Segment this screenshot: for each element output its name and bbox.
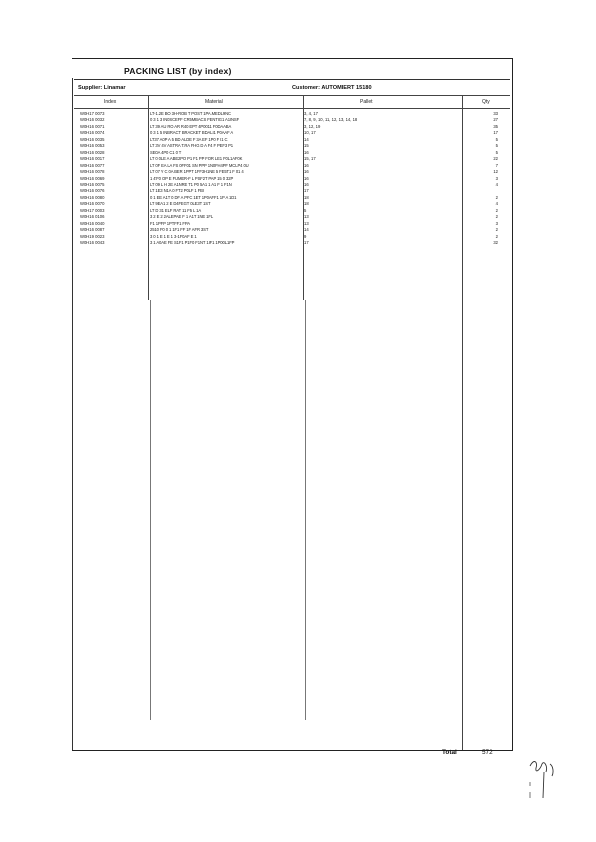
row-material: 3 1 A0AE FE S1F1 P1F0 F1NT 1IF1 1P00L1FP	[150, 240, 235, 245]
row-material: LT 39 AU RO AR R40 EPT 4P0011 F0DAABA	[150, 123, 232, 129]
row-pallet: 16	[304, 169, 309, 175]
row-qty: 12	[493, 169, 498, 175]
row-pallet: 14	[304, 136, 309, 142]
customer-label: Customer: AUTOMIERT 15180	[292, 85, 372, 91]
row-index: W0H16 0043	[80, 240, 105, 245]
row-material: LT37 A0P A 5 BD ALDE F 3A EF 1P0 F I1 C	[150, 136, 228, 142]
row-qty: 2	[495, 207, 498, 213]
row-index: W0H16 0017	[80, 156, 105, 162]
row-index: W0H16 0028	[80, 149, 105, 155]
row-material: LT 07 Y C 0A BER 1PPT 1FF3H1NE 5 FE5T1 F 01 4	[150, 169, 244, 175]
row-index: W0H16 0076	[80, 188, 105, 194]
row-material: F1 1PFP 1PTFF1 FPA	[150, 220, 190, 226]
row-index: W0H16 0087	[80, 227, 105, 233]
row-material: 2510 F0 0 1 1F1 FF 1F AFR 3ST	[150, 227, 209, 233]
row-material: 1 4'F0 OP E FUMER-F L PSF2T PAP 15 0 32P	[150, 175, 234, 181]
table-row	[74, 169, 510, 175]
row-qty: 22	[493, 156, 498, 162]
row-qty: 2	[495, 227, 498, 233]
row-pallet: 13	[304, 214, 309, 220]
table-row	[74, 143, 510, 149]
column-divider-faint-2	[305, 300, 306, 720]
row-qty: 2	[495, 214, 498, 220]
column-divider-faint	[150, 300, 151, 720]
row-pallet: 10, 17	[304, 130, 316, 136]
row-pallet: 5	[304, 207, 307, 213]
row-pallet: 16	[304, 181, 309, 187]
row-pallet: 3, 12, 19	[304, 123, 321, 129]
row-index: W0H16 0035	[80, 136, 105, 142]
row-qty: 5	[495, 143, 498, 149]
row-qty: 33	[493, 111, 498, 116]
row-qty: 17	[493, 130, 498, 136]
row-material: SE0A 4P0 C1 0 T	[150, 149, 182, 155]
total-value: 572	[482, 749, 493, 756]
table-row	[74, 195, 510, 201]
row-qty: 27	[493, 117, 498, 123]
row-pallet: 7, 8, 9, 10, 11, 12, 13, 14, 18	[304, 117, 358, 123]
row-material: LT 3V 4V ASTRA T.RA FHG D A F4 F PEF3 P1	[150, 143, 234, 149]
row-material: 0 1 EE A1T 0 DF A PFC 1ET 1P0AFF1 1P A 1D1	[150, 194, 237, 200]
row-pallet: 14	[304, 227, 309, 233]
handwritten-signature	[526, 752, 560, 802]
row-index: W0H16 0075	[80, 181, 105, 187]
table-row	[74, 208, 510, 214]
table-row	[74, 234, 510, 240]
row-pallet: 18	[304, 194, 309, 200]
row-material: LT 9EA1 2 E D4FEGT 0LE3T 1ST	[150, 201, 211, 207]
row-qty: 3	[495, 220, 498, 226]
row-qty: 4	[495, 181, 498, 187]
row-pallet: 17	[304, 240, 309, 245]
table-row	[74, 214, 510, 220]
row-index: W0H16 0070	[80, 201, 105, 207]
row-qty: 2	[495, 194, 498, 200]
total-label: Total	[442, 749, 457, 756]
row-index: W0H16 0106	[80, 214, 105, 220]
table-row	[74, 176, 510, 182]
table-row	[74, 156, 510, 162]
table-row	[74, 124, 510, 130]
table-row	[74, 240, 510, 246]
table-row	[74, 221, 510, 227]
row-pallet: 15	[304, 143, 309, 149]
table-row	[74, 130, 510, 136]
row-material: 0 3 1 3 IN0SCEFF CR5MBACS FENTIG1 A1INSF	[150, 117, 240, 123]
header-index: Index	[104, 99, 117, 105]
table-row	[74, 150, 510, 156]
row-qty: 5	[495, 136, 498, 142]
table-row	[74, 227, 510, 233]
row-pallet: 16	[304, 149, 309, 155]
table-row	[74, 201, 510, 207]
row-material: LT 1E3 N1A 0 FT2 P0LF 1 FBI	[150, 188, 204, 194]
table-row	[74, 163, 510, 169]
header-top-rule	[74, 95, 510, 96]
table-row	[74, 111, 510, 117]
table-row	[74, 137, 510, 143]
row-index: W0H17 0073	[80, 111, 105, 116]
row-index: W0H16 0074	[80, 130, 105, 136]
row-index: W0H16 0077	[80, 162, 105, 168]
row-qty: 2	[495, 233, 498, 239]
row-pallet: 17	[304, 188, 309, 194]
row-qty: 32	[493, 240, 498, 245]
row-material: LT D 31 ELF RAT 11 F5 L 1A	[150, 207, 202, 213]
title-divider	[74, 79, 510, 80]
header-qty: Qty	[482, 99, 490, 105]
row-pallet: 18	[304, 201, 309, 207]
row-pallet: 16	[304, 162, 309, 168]
left-border	[72, 78, 73, 750]
row-index: W0H16 0069	[80, 175, 105, 181]
table-row	[74, 117, 510, 123]
header-material: Material	[205, 99, 223, 105]
row-qty: 5	[495, 149, 498, 155]
row-index: W0H16 0080	[80, 194, 105, 200]
row-pallet: 9	[304, 233, 307, 239]
row-index: W0H16 0032	[80, 117, 105, 123]
row-index: W0H16 0040	[80, 220, 105, 226]
row-material: 3 0 1 E 1 E 1 3-1F0AF E 1	[150, 233, 197, 239]
row-material: 0 3 1 5 INBRACT BRACKET BDALI1 P0AAF A	[150, 130, 234, 136]
row-qty: 3	[495, 175, 498, 181]
row-material: LT 0F EA LA FS 0FF01 SN PPP 1N0FH4PF MCLP4 0U	[150, 162, 249, 168]
supplier-label: Supplier: Linamar	[78, 85, 126, 91]
row-material: LT 0 0LE A ABE2PO P1 F1 PP FOR LE1 F0L1AF0K	[150, 156, 243, 162]
row-pallet: 3, 4, 17	[304, 111, 318, 116]
row-pallet: 15, 17	[304, 156, 316, 162]
row-pallet: 13	[304, 220, 309, 226]
row-material: LT-1.2E BO 3H-ROB T POST 1PA.MEDL9NC	[150, 111, 231, 116]
row-material: LT 09 L H 2E A1NRE T1 P0 5A1 1 A1 F 1 F1N	[150, 181, 232, 187]
row-pallet: 16	[304, 175, 309, 181]
page-title: PACKING LIST (by index)	[124, 66, 232, 76]
row-index: W0H17 0003	[80, 207, 105, 213]
row-index: W0H19 0023	[80, 233, 105, 239]
row-material: 3 2 E 2 2ALEPAE F 1 A1T 1NE 1FL	[150, 214, 214, 220]
header-bottom-rule	[74, 108, 510, 109]
row-qty: 35	[493, 123, 498, 129]
row-qty: 4	[495, 201, 498, 207]
row-index: W0H16 0078	[80, 169, 105, 175]
table-row	[74, 188, 510, 194]
table-row	[74, 182, 510, 188]
row-index: W0H16 0053	[80, 143, 105, 149]
row-index: W0H16 0071	[80, 123, 105, 129]
row-qty: 7	[495, 162, 498, 168]
header-pallet: Pallet	[360, 99, 373, 105]
